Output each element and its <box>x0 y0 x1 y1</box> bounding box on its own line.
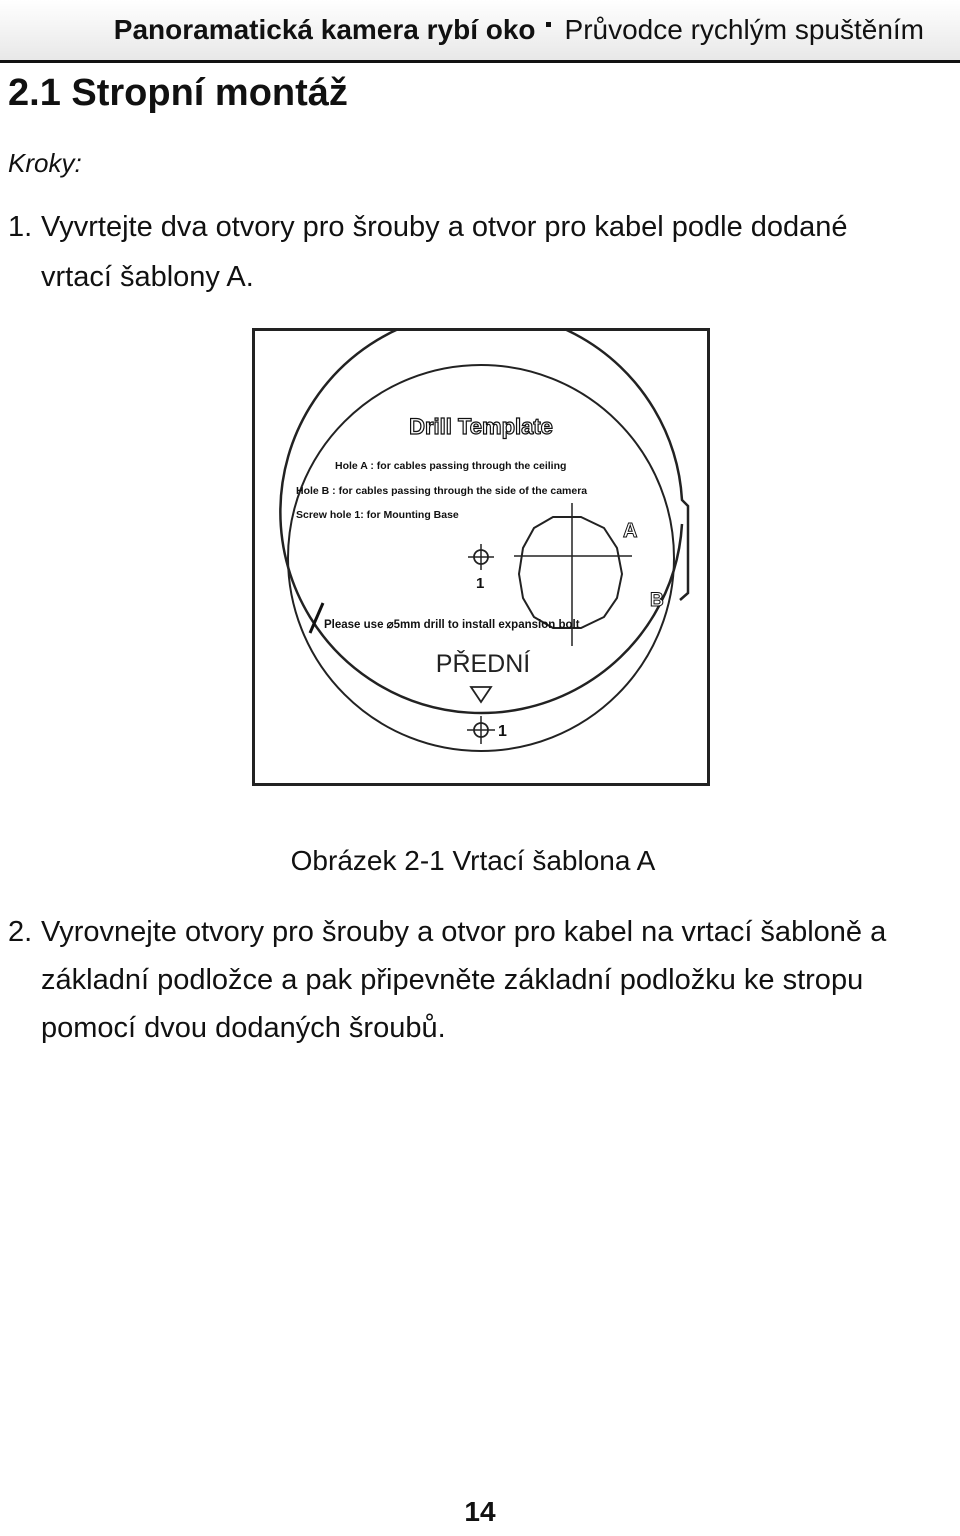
screw-hole-bottom-label: 1 <box>498 723 507 740</box>
template-title: Drill Template <box>409 414 553 439</box>
hole-b-description: Hole B : for cables passing through the side of the camera <box>296 485 588 497</box>
drill-template-figure <box>252 328 710 786</box>
steps-label: Kroky: <box>8 148 82 178</box>
page-number: 14 <box>464 1496 496 1527</box>
step-2-line-1: Vyrovnejte otvory pro šrouby a otvor pro kabel na vrtací šabloně a <box>41 916 887 948</box>
page-header <box>0 0 960 63</box>
step-2 <box>8 908 948 1052</box>
drill-note: Please use ⌀5mm drill to install expansion bolt <box>324 619 580 631</box>
step-2-line-3: pomocí dvou dodaných šroubů. <box>41 1012 446 1044</box>
step-2-number: 2. <box>8 916 33 948</box>
drill-template-diagram <box>252 328 710 786</box>
step-1-line-1: Vyvrtejte dva otvory pro šrouby a otvor pro kabel podle dodané <box>41 211 848 243</box>
screw-hole-description: Screw hole 1: for Mounting Base <box>296 509 459 521</box>
step-1-line-2: vrtací šablony A. <box>41 261 254 293</box>
header-text <box>114 14 924 46</box>
hole-a-description: Hole A : for cables passing through the ceiling <box>335 460 567 472</box>
step-2-line-2: základní podložce a pak připevněte základní podložku ke stropu <box>41 964 864 996</box>
hole-a-label: A <box>623 520 638 542</box>
header-subtitle: Průvodce rychlým spuštěním <box>564 14 924 45</box>
header-separator <box>546 22 551 27</box>
step-1-number: 1. <box>8 211 33 243</box>
section-title: 2.1 Stropní montáž <box>8 72 348 114</box>
step-1 <box>8 202 938 302</box>
figure-caption: Obrázek 2-1 Vrtací šablona A <box>290 845 656 876</box>
front-label: PŘEDNÍ <box>435 650 531 678</box>
header-title: Panoramatická kamera rybí oko <box>113 14 536 45</box>
hole-b-label: B <box>650 590 664 611</box>
screw-hole-top-label: 1 <box>476 575 485 592</box>
